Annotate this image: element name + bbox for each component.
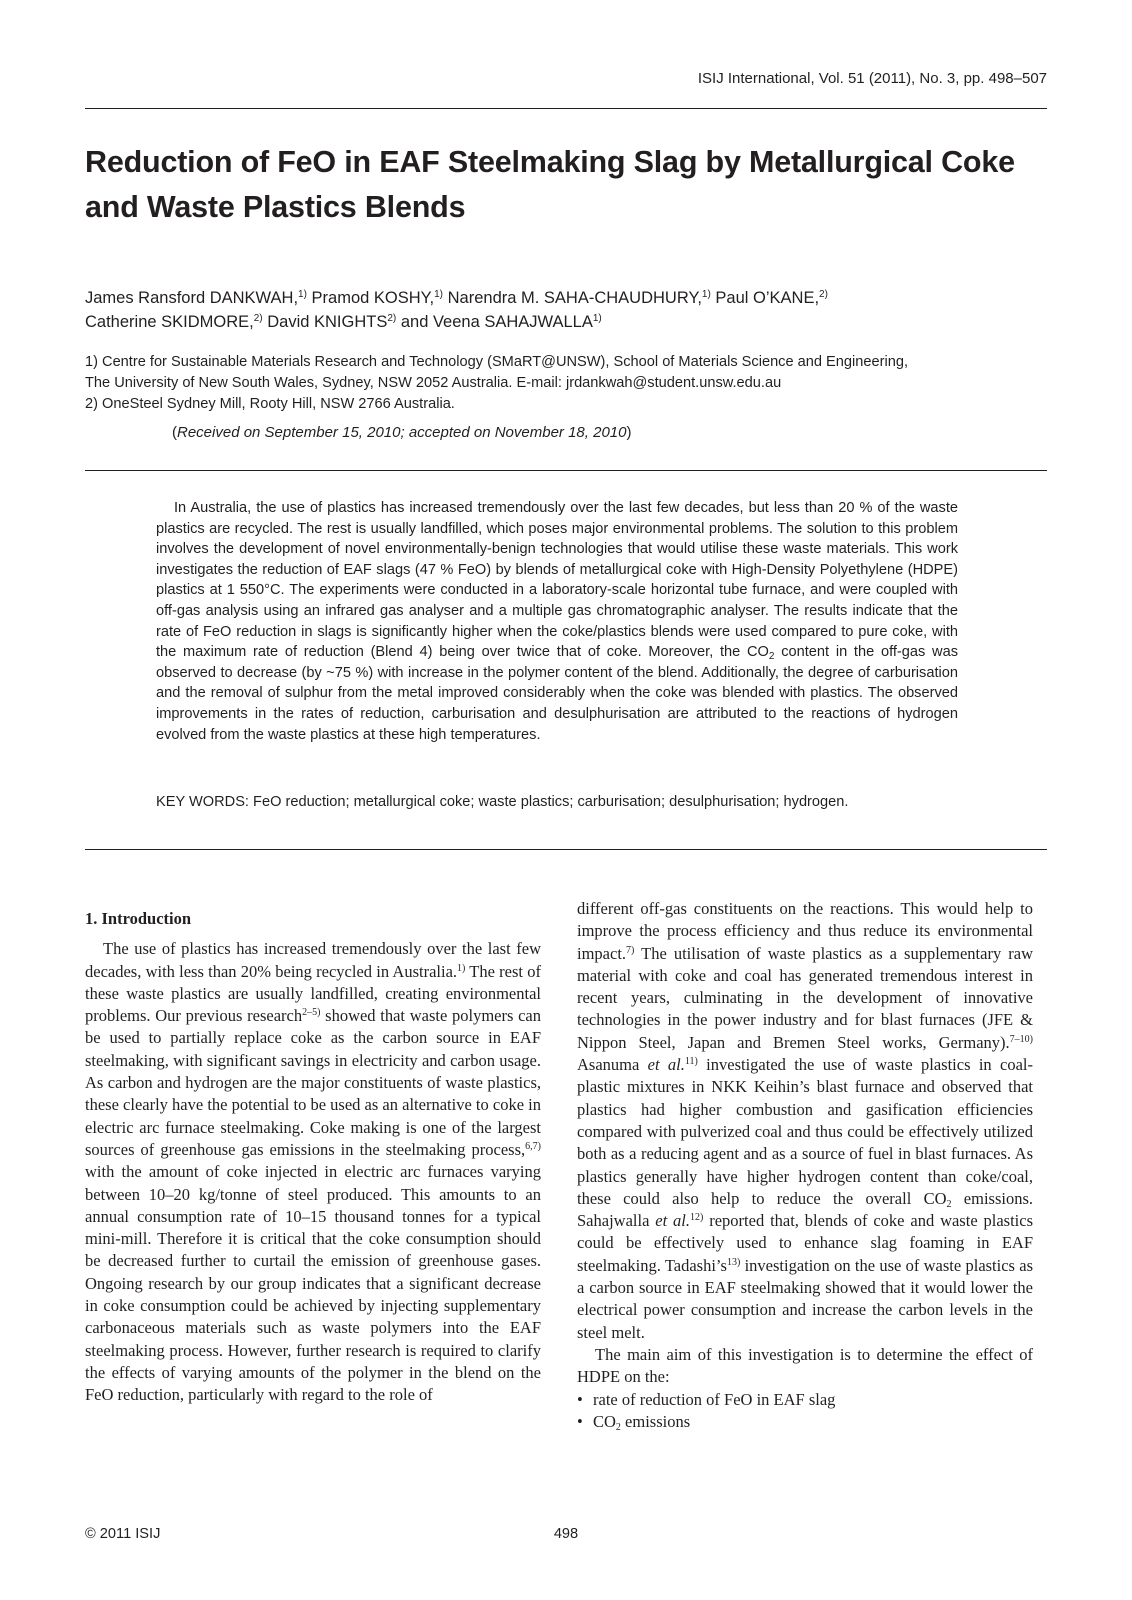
keywords: KEY WORDS: FeO reduction; metallurgical coke; waste plastics; carburisation; desulphurisation; hydrogen.: [156, 794, 849, 810]
body-text: investigated the use of waste plastics in coal-plastic mixtures in NKK Keihin’s blast furnace and observed that plastics had higher combustion and gasification efficiencies compared with pulverized coal and thus could be effectively utilized both as a reducing agent and as a source of fuel in blast furnaces. As plastics generally have higher hydrogen content than coke/coal, these could also help to reduce the overall CO: [577, 1055, 1033, 1208]
body-text: investigation on the use of waste plastics as a carbon source in EAF steelmaking showed that it would lower the electrical power consumption and increase the carbon levels in the steel melt.: [577, 1255, 1033, 1342]
body-text: showed that waste polymers can be used to partially replace coke as the carbon source in EAF steelmaking, with significant savings in electricity and carbon usage. As carbon and hydrogen are the major constituents of waste plastics, these clearly have the potential to be used as an alternative to coke in electric arc furnace steelmaking. Coke making is one of the largest sources of greenhouse gas emissions in the steelmaking process,: [85, 1006, 541, 1159]
author-affiliation-mark: 2): [253, 313, 263, 324]
citation-mark: 2–5): [302, 1007, 321, 1019]
author: Narendra M. SAHA-CHAUDHURY,: [447, 289, 702, 307]
intro-paragraph-continued: [577, 898, 1033, 1344]
author: David KNIGHTS: [267, 313, 388, 331]
intro-paragraph: The main aim of this investigation is to determine the effect of HDPE on the:: [577, 1344, 1033, 1387]
bullet-text: CO: [593, 1411, 616, 1431]
affiliation-line: The University of New South Wales, Sydney, NSW 2052 Australia. E-mail: jrdankwah@student.unsw.edu.au: [85, 375, 782, 391]
author-list: [85, 286, 1045, 334]
bullet-text: emissions: [620, 1411, 691, 1431]
body-text: emissions. Sahajwalla: [577, 1188, 1033, 1231]
citation-mark: 11): [684, 1056, 698, 1068]
body-text: with the amount of coke injected in electric arc furnaces varying between 10–20 kg/tonne of steel produced. This amounts to an annual consumption rate of 10–15 thousand tonnes for a typical mini-mill. Therefore it is critical that the coke consumption should be decreased further to curtail the emission of greenhouse gases. Ongoing research by our group indicates that a significant decrease in coke consumption could be achieved by injecting supplementary carbonaceous materials such as waste polymers into the EAF steelmaking process. However, further research is required to clarify the effects of varying amounts of the polymer in the blend on the FeO reduction, particularly with regard to the role of: [85, 1162, 541, 1405]
affiliation-line: 1) Centre for Sustainable Materials Research and Technology (SMaRT@UNSW), School of Materials Science and Engineering,: [85, 354, 908, 370]
received-close-paren: ): [626, 424, 632, 441]
intro-paragraph-start: [85, 938, 541, 1406]
paper-title: [85, 140, 1045, 230]
body-text: reported that, blends of coke and waste plastics could be effectively used to enhance slag foaming in EAF steelmaking. Tadashi’s: [577, 1211, 1034, 1275]
body-text: The use of plastics has increased tremendously over the last few decades, with less than 20% being recycled in Australia.: [85, 939, 541, 981]
received-open-paren: (: [172, 424, 177, 441]
section-heading: 1. Introduction: [85, 909, 192, 928]
citation-mark: 12): [690, 1212, 704, 1224]
et-al: et al.: [655, 1211, 691, 1231]
author-affiliation-mark: 1): [701, 289, 711, 300]
author: Paul O’KANE,: [715, 289, 820, 307]
abstract-bottom-rule: [85, 849, 1047, 850]
citation-mark: 13): [726, 1256, 741, 1268]
author-affiliation-mark: 1): [434, 289, 444, 300]
page-number: 498: [553, 1526, 579, 1542]
abstract-text: In Australia, the use of plastics has increased tremendously over the last few decades, but less than 20 % of the waste plastics are recycled. The rest is usually landfilled, which poses major environmental problems. The solution to this problem involves the development of novel environmentally-benign technologies that would utilise these waste materials. This work investigates the reduction of EAF slags (47 % FeO) by blends of metallurgical coke with High-Density Polyethylene (HDPE) plastics at 1 550°C. The experiments were conducted in a laboratory-scale horizontal tube furnace, and were coupled with off-gas analysis using an infrared gas analyser and a multiple gas chromatographic analyser. The results indicate that the rate of FeO reduction in slags is significantly higher when the coke/plastics blends were used compared to pure coke, with the maximum rate of reduction (Blend 4) being over twice that of coke. Moreover, the CO: [156, 500, 958, 661]
author: James Ransford DANKWAH,: [85, 289, 299, 307]
intro-right-column: [577, 898, 1033, 1433]
citation-mark: 6,7): [525, 1140, 541, 1152]
citation-mark: 7): [626, 944, 635, 956]
body-text: The utilisation of waste plastics as a supplementary raw material with coke and coal has generated tremendous interest in recent years, culminating in the development of innovative technologies in the power industry and for blast furnaces (JFE & Nippon Steel, Japan and Bremen Steel works, Germany).: [577, 943, 1033, 1052]
author-affiliation-mark: 2): [819, 289, 828, 300]
citation-mark: 1): [457, 962, 466, 974]
author: and Veena SAHAJWALLA: [400, 313, 593, 331]
bullet-item: [577, 1411, 1033, 1433]
abstract-subscript: 2: [768, 651, 775, 663]
body-text: Asanuma: [577, 1055, 648, 1075]
subscript: 2: [946, 1198, 952, 1210]
title-line-1: Reduction of FeO in EAF Steelmaking Slag by Metallurgical Coke: [85, 145, 1015, 179]
abstract-text: content in the off-gas was observed to decrease (by ~75 %) with increase in the polymer content of the blend. Additionally, the degree of carburisation and the removal of sulphur from the metal improved considerably when the coke was blended with plastics. The observed improvements in the rates of reduction, carburisation and desulphurisation are attributed to the reactions of hydrogen evolved from the waste plastics at these high temperatures.: [156, 644, 958, 743]
author-affiliation-mark: 1): [298, 289, 307, 300]
author: Pramod KOSHY,: [311, 289, 435, 307]
citation-mark: 7–10): [1009, 1033, 1033, 1045]
abstract-top-rule: [85, 470, 1047, 471]
copyright: © 2011 ISIJ: [85, 1526, 161, 1542]
author: Catherine SKIDMORE,: [85, 313, 254, 331]
bullet-dot: •: [577, 1411, 583, 1431]
abstract: [156, 498, 958, 745]
et-al: et al.: [647, 1055, 685, 1075]
intro-left-column: [85, 908, 541, 1407]
body-text: The rest of these waste plastics are usually landfilled, creating environmental problems. Our previous research: [85, 961, 541, 1026]
received-dates: [172, 424, 631, 441]
affiliation-line: 2) OneSteel Sydney Mill, Rooty Hill, NSW 2766 Australia.: [85, 396, 455, 412]
bullet-dot: •: [577, 1389, 583, 1409]
subscript: 2: [615, 1421, 621, 1433]
bullet-item: [577, 1389, 1033, 1411]
affiliations: [85, 352, 1045, 415]
received-text: Received on September 15, 2010; accepted on November 18, 2010: [177, 424, 627, 441]
journal-citation: ISIJ International, Vol. 51 (2011), No. 3, pp. 498–507: [697, 70, 1047, 87]
title-line-2: and Waste Plastics Blends: [85, 190, 466, 224]
author-affiliation-mark: 2): [387, 313, 397, 324]
author-affiliation-mark: 1): [592, 313, 602, 324]
header-rule: [85, 108, 1047, 109]
body-text: different off-gas constituents on the reactions. This would help to improve the process efficiency and thus reduce its environmental impact.: [577, 899, 1033, 963]
bullet-text: rate of reduction of FeO in EAF slag: [593, 1389, 836, 1409]
